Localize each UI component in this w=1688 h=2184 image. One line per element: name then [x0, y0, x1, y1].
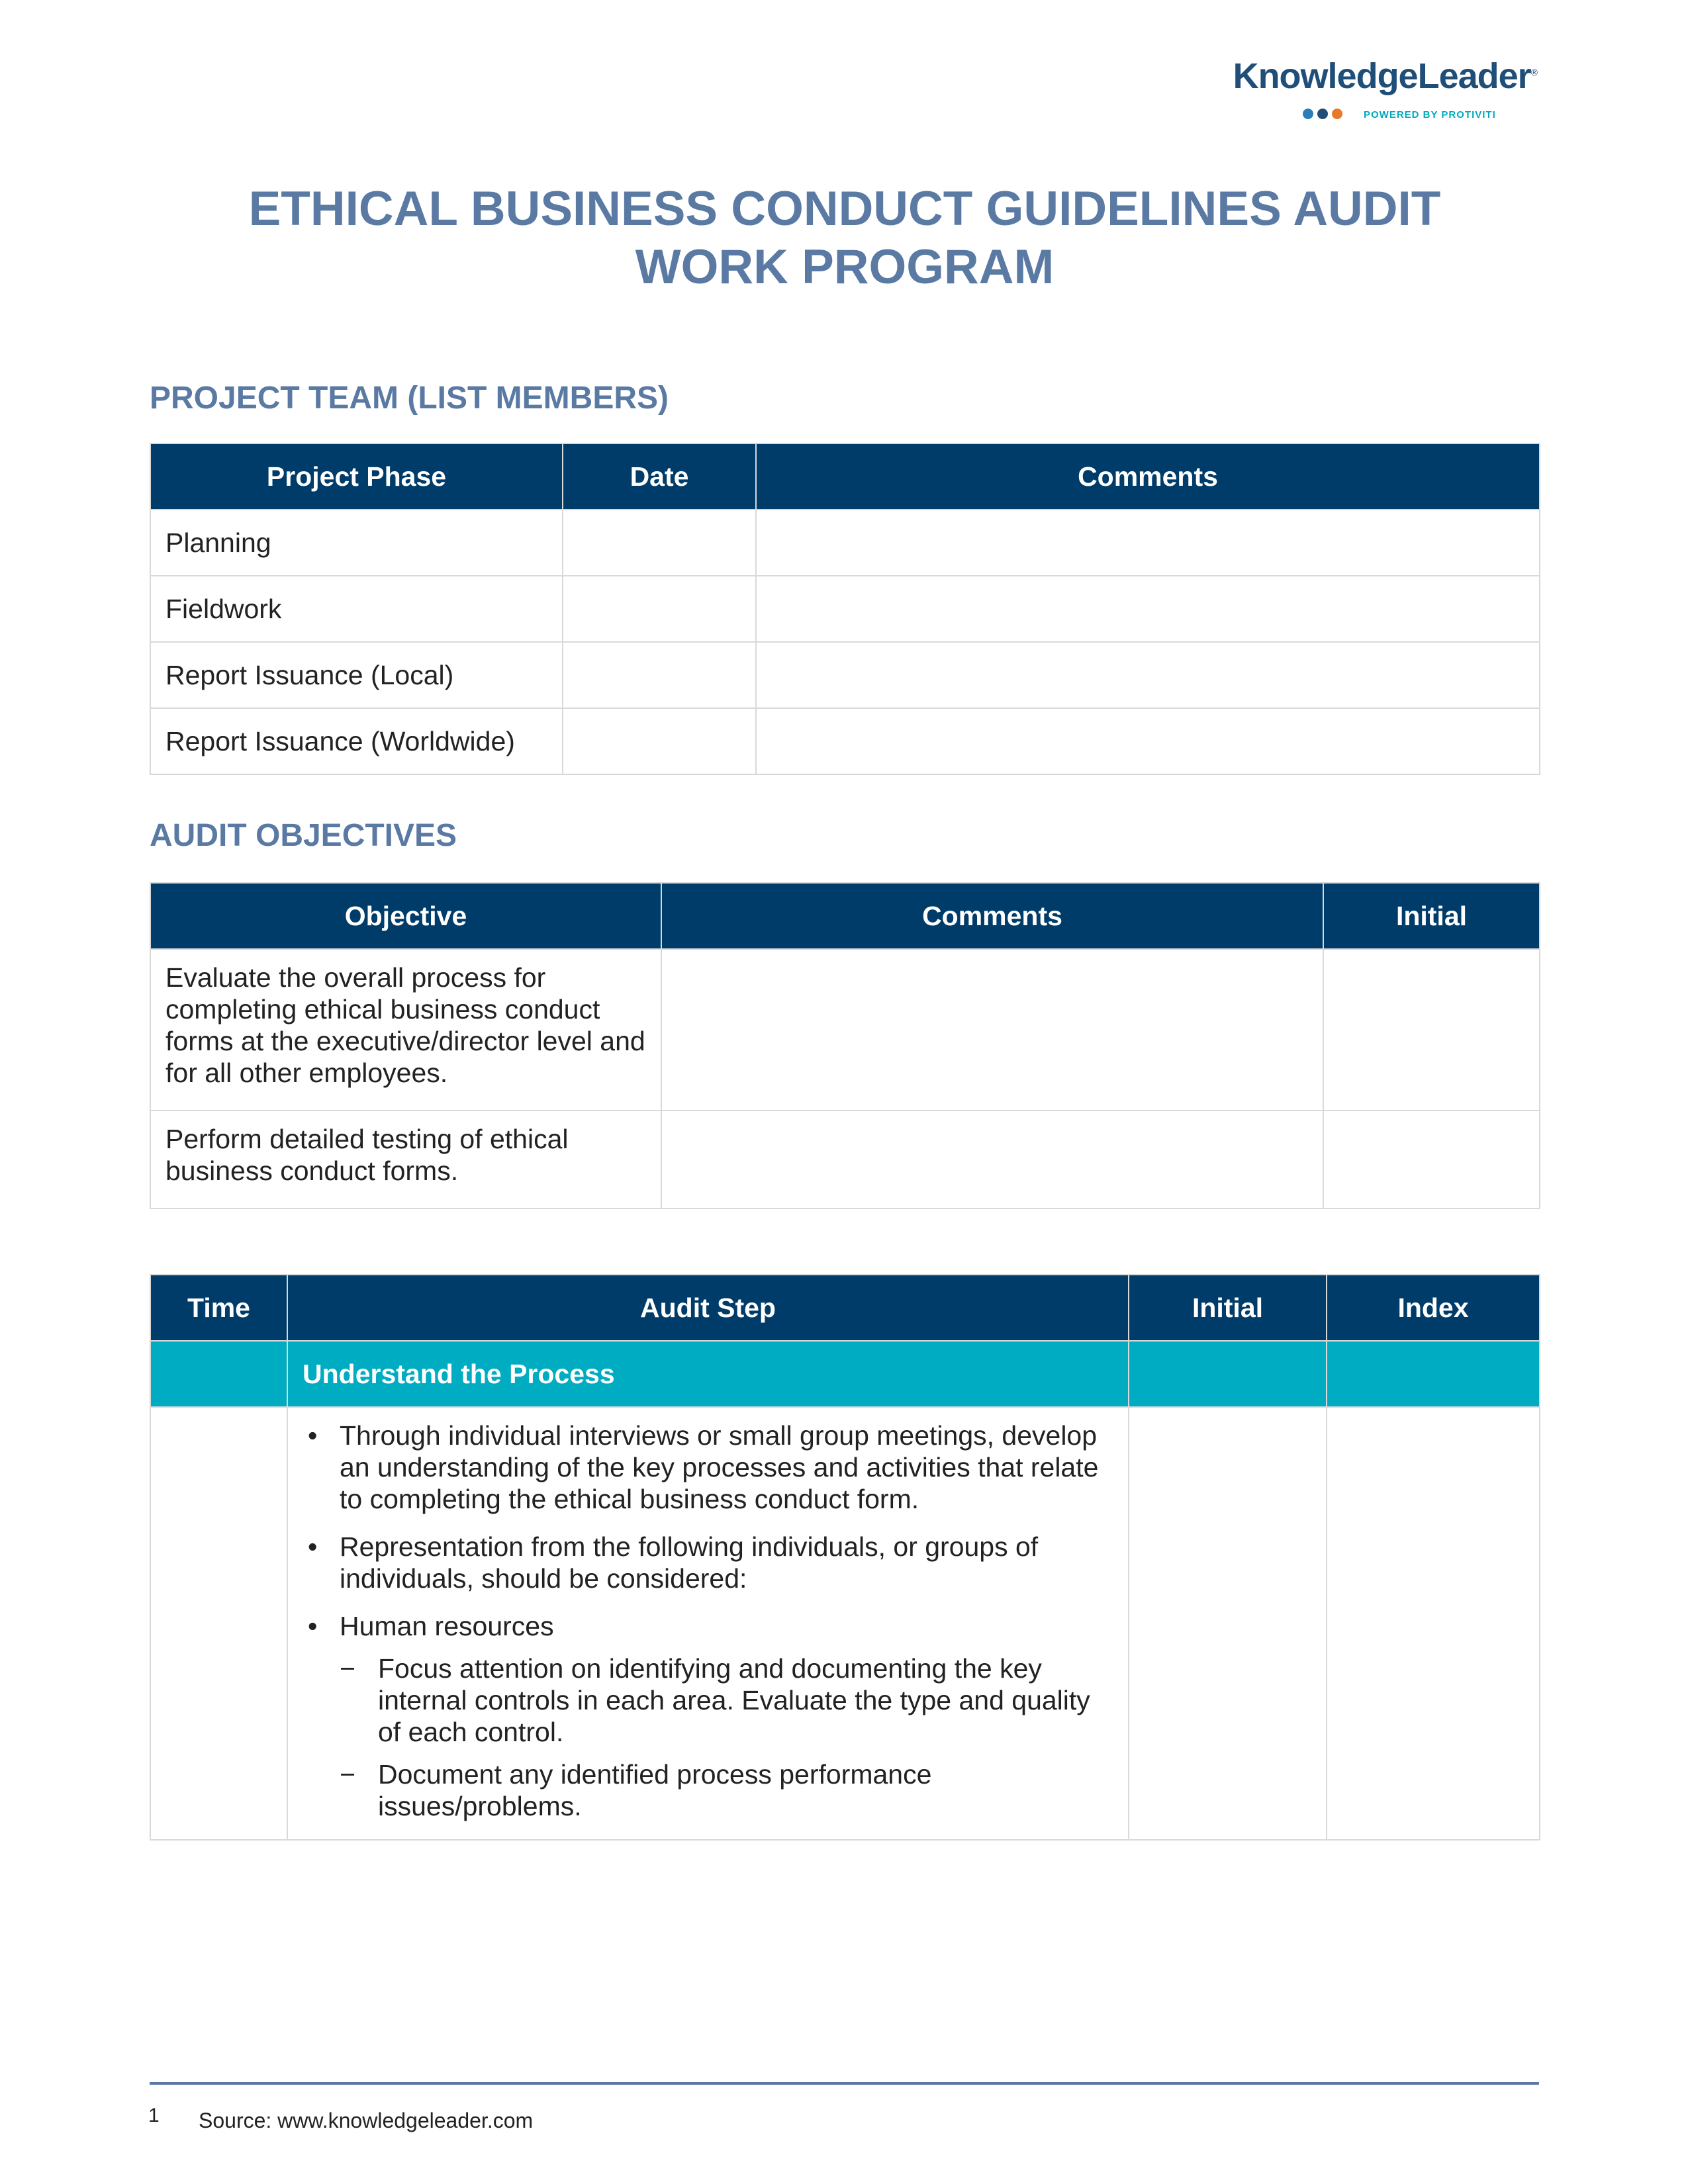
comments-cell[interactable] [756, 576, 1540, 642]
audit-steps-header-row [150, 1275, 1540, 1341]
objective-cell: Perform detailed testing of ethical business conduct forms. [150, 1111, 661, 1208]
phase-cell: Report Issuance (Local) [150, 642, 563, 708]
index-cell[interactable] [1327, 1407, 1540, 1840]
comments-cell[interactable] [756, 708, 1540, 774]
comments-cell[interactable] [661, 949, 1323, 1111]
table-row [150, 949, 1540, 1111]
table-row [150, 708, 1540, 774]
time-cell[interactable] [150, 1407, 287, 1840]
time-cell [150, 1341, 287, 1407]
audit-sub-step-list [340, 1653, 1113, 1822]
comments-cell[interactable] [661, 1111, 1323, 1208]
list-item [303, 1610, 1113, 1822]
table-row [150, 1407, 1540, 1840]
logo-registered-mark: ® [1530, 67, 1537, 77]
audit-objectives-heading: AUDIT OBJECTIVES [150, 818, 457, 853]
date-cell[interactable] [563, 576, 756, 642]
column-header-index: Index [1327, 1275, 1540, 1341]
date-cell[interactable] [563, 708, 756, 774]
list-item: • Through individual interviews or small group meetings, develop an understanding of the key processes and activities that relate to completing the ethical business conduct form. [303, 1420, 1113, 1515]
date-cell[interactable] [563, 642, 756, 708]
document-title-line-1: ETHICAL BUSINESS CONDUCT GUIDELINES AUDIT [248, 182, 1441, 236]
table-row [150, 576, 1540, 642]
logo-dot-icon [1303, 109, 1313, 119]
section-band-title: Understand the Process [287, 1341, 1129, 1407]
list-item: • Representation from the following individuals, or groups of individuals, should be considered: [303, 1531, 1113, 1594]
column-header-time: Time [150, 1275, 287, 1341]
table-row [150, 642, 1540, 708]
table-row [150, 1111, 1540, 1208]
column-header-objective: Objective [150, 883, 661, 949]
document-title-line-2: WORK PROGRAM [635, 240, 1055, 294]
audit-step-cell [287, 1407, 1129, 1840]
column-header-comments: Comments [756, 443, 1540, 510]
logo-wordmark-text: KnowledgeLeader [1233, 56, 1531, 96]
initial-cell[interactable] [1323, 949, 1540, 1111]
sub-list-item: − Focus attention on identifying and documenting the key internal controls in each area. Evaluate the type and quality of each control. [340, 1653, 1113, 1748]
knowledgeleader-logo [1219, 56, 1537, 128]
index-cell [1327, 1341, 1540, 1407]
column-header-project-phase: Project Phase [150, 443, 563, 510]
phase-cell: Fieldwork [150, 576, 563, 642]
document-title [150, 180, 1540, 296]
audit-step-list [303, 1420, 1113, 1822]
sub-list-item: − Document any identified process performance issues/problems. [340, 1758, 1113, 1822]
table-row [150, 510, 1540, 576]
project-team-table [150, 443, 1540, 775]
footnote-source: Source: www.knowledgeleader.com [199, 2109, 534, 2132]
footnote-number: 1 [148, 2105, 160, 2126]
project-team-header-row [150, 443, 1540, 510]
column-header-comments: Comments [661, 883, 1323, 949]
phase-cell: Report Issuance (Worldwide) [150, 708, 563, 774]
column-header-audit-step: Audit Step [287, 1275, 1129, 1341]
logo-tagline: POWERED BY PROTIVITI [1364, 109, 1496, 120]
footer-divider [150, 2082, 1539, 2085]
initial-cell[interactable] [1323, 1111, 1540, 1208]
project-team-heading: PROJECT TEAM (LIST MEMBERS) [150, 381, 669, 416]
phase-cell: Planning [150, 510, 563, 576]
column-header-initial: Initial [1129, 1275, 1327, 1341]
column-header-date: Date [563, 443, 756, 510]
logo-wordmark [1233, 56, 1537, 97]
section-band-row [150, 1341, 1540, 1407]
audit-objectives-header-row [150, 883, 1540, 949]
logo-dot-icon [1332, 109, 1342, 119]
comments-cell[interactable] [756, 510, 1540, 576]
initial-cell [1129, 1341, 1327, 1407]
column-header-initial: Initial [1323, 883, 1540, 949]
audit-steps-table [150, 1274, 1540, 1841]
logo-dots-icon [1303, 109, 1342, 119]
comments-cell[interactable] [756, 642, 1540, 708]
date-cell[interactable] [563, 510, 756, 576]
list-item-text: Human resources [340, 1611, 554, 1641]
audit-objectives-table [150, 882, 1540, 1209]
objective-cell: Evaluate the overall process for completing ethical business conduct forms at the executive/director level and for all other employees. [150, 949, 661, 1111]
initial-cell[interactable] [1129, 1407, 1327, 1840]
logo-dot-icon [1317, 109, 1328, 119]
